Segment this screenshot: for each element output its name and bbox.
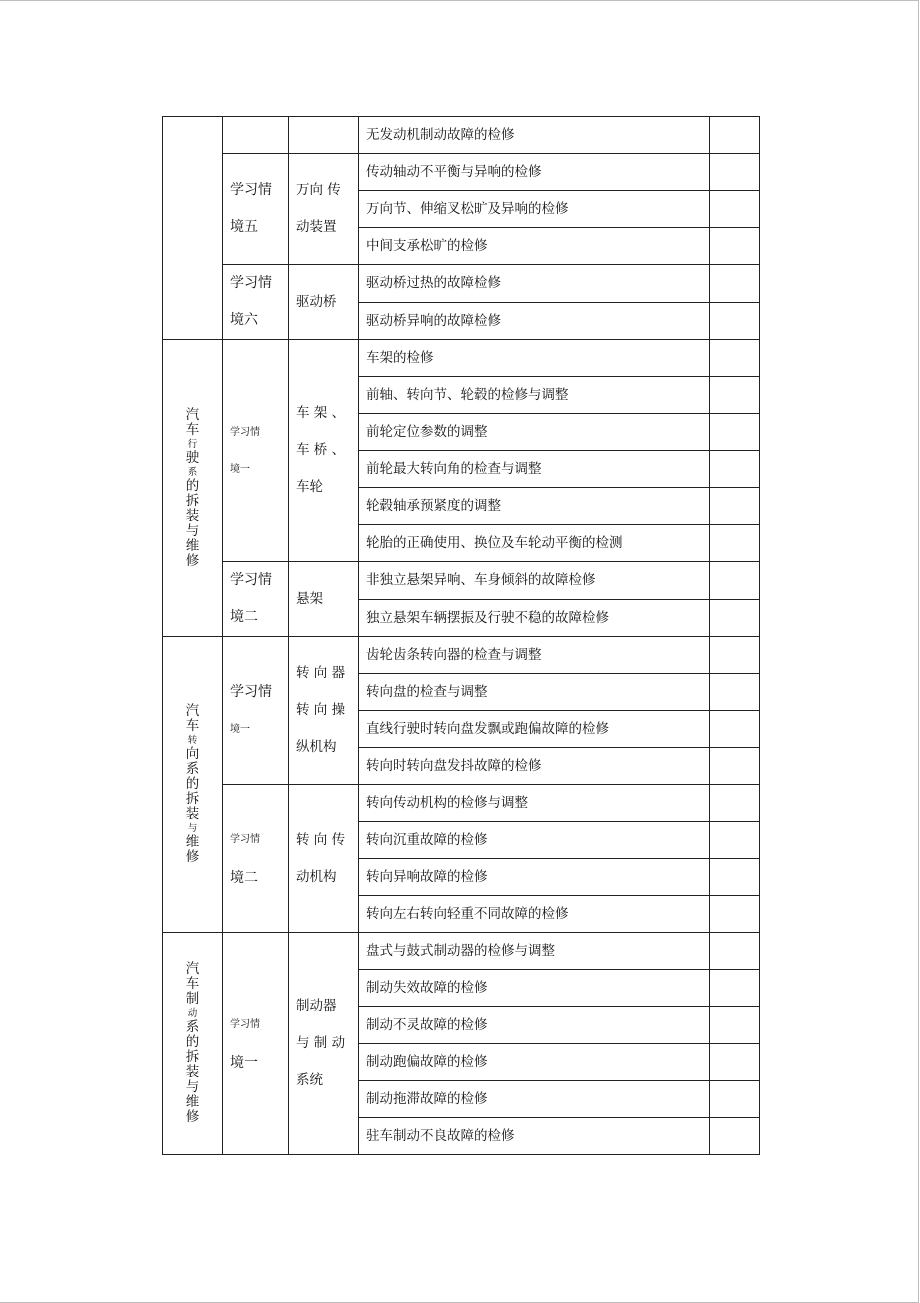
topic-line: 动装置 — [296, 219, 337, 235]
task-cell: 独立悬架车辆摆振及行驶不稳的故障检修 — [359, 599, 710, 637]
task-cell: 无发动机制动故障的检修 — [359, 117, 710, 154]
task-cell: 转向左右转向轻重不同故障的检修 — [359, 896, 710, 933]
task-cell: 驱动桥过热的故障检修 — [359, 265, 710, 303]
module-title-vertical — [186, 704, 200, 865]
blank-cell — [710, 1044, 760, 1081]
table-row — [163, 562, 760, 600]
blank-cell — [710, 896, 760, 933]
task-cell: 制动跑偏故障的检修 — [359, 1044, 710, 1081]
blank-cell — [710, 748, 760, 785]
module-char: 装 — [185, 1064, 200, 1080]
table-row — [163, 637, 760, 674]
task-cell: 齿轮齿条转向器的检查与调整 — [359, 637, 710, 674]
topic-line: 车 桥 、 — [296, 442, 346, 458]
module-char: 驶 — [185, 449, 200, 466]
blank-cell — [710, 562, 760, 600]
blank-cell — [710, 822, 760, 859]
topic-line: 车轮 — [296, 479, 323, 495]
topic-line: 制动器 — [296, 998, 337, 1014]
situation-cell — [223, 154, 289, 265]
blank-cell — [710, 340, 760, 377]
blank-cell — [710, 970, 760, 1007]
topic-cell — [289, 785, 359, 933]
situation-cell — [223, 265, 289, 340]
module-title-vertical — [186, 408, 200, 569]
topic-line: 转 向 传 — [296, 831, 346, 848]
table-row — [163, 340, 760, 377]
topic-line: 系统 — [296, 1072, 323, 1088]
blank-cell — [710, 265, 760, 303]
table-row — [163, 265, 760, 303]
situation-label-line: 学习情 — [230, 275, 272, 291]
blank-cell — [710, 1118, 760, 1155]
topic-cell — [289, 117, 359, 154]
situation-cell — [223, 562, 289, 637]
blank-cell — [710, 117, 760, 154]
task-cell: 制动失效故障的检修 — [359, 970, 710, 1007]
module-char: 装 — [185, 507, 200, 524]
table-row — [163, 117, 760, 154]
task-cell: 转向传动机构的检修与调整 — [359, 785, 710, 822]
situation-label-line: 境一 — [230, 463, 250, 475]
topic-cell — [289, 637, 359, 785]
situation-label-line: 学习情 — [230, 182, 272, 198]
task-cell: 前轮定位参数的调整 — [359, 414, 710, 451]
module-char: 汽 — [185, 961, 200, 977]
module-cell — [163, 933, 223, 1155]
task-cell: 中间支承松旷的检修 — [359, 228, 710, 265]
topic-line: 动机构 — [296, 868, 337, 885]
module-char: 转 — [187, 735, 198, 746]
task-cell: 转向沉重故障的检修 — [359, 822, 710, 859]
situation-label-line: 学习情 — [230, 1018, 260, 1030]
topic-line: 车 架 、 — [296, 405, 346, 421]
situation-label-line: 境六 — [230, 312, 258, 328]
module-title-vertical — [186, 962, 200, 1125]
module-char: 修 — [185, 849, 200, 865]
situation-label-line: 境一 — [230, 723, 250, 735]
task-cell: 直线行驶时转向盘发飘或跑偏故障的检修 — [359, 711, 710, 748]
blank-cell — [710, 859, 760, 896]
situation-cell — [223, 637, 289, 785]
module-char: 的 — [185, 776, 200, 792]
situation-cell — [223, 340, 289, 562]
blank-cell — [710, 451, 760, 488]
blank-cell — [710, 674, 760, 711]
topic-cell — [289, 265, 359, 340]
blank-cell — [710, 785, 760, 822]
blank-cell — [710, 154, 760, 191]
module-char: 维 — [185, 1094, 200, 1110]
task-cell: 转向盘的检查与调整 — [359, 674, 710, 711]
task-cell: 车架的检修 — [359, 340, 710, 377]
module-cell — [163, 637, 223, 933]
task-cell: 非独立悬架异响、车身倾斜的故障检修 — [359, 562, 710, 600]
module-char: 与 — [185, 1079, 200, 1095]
task-cell: 驻车制动不良故障的检修 — [359, 1118, 710, 1155]
task-cell: 前轴、转向节、轮毂的检修与调整 — [359, 377, 710, 414]
situation-cell — [223, 785, 289, 933]
situation-label-line: 境二 — [230, 609, 258, 625]
task-cell: 驱动桥异响的故障检修 — [359, 302, 710, 340]
blank-cell — [710, 933, 760, 970]
module-char: 系 — [185, 761, 200, 777]
situation-label-line: 境五 — [230, 219, 258, 235]
blank-cell — [710, 1007, 760, 1044]
topic-line: 万向 传 — [296, 182, 341, 198]
topic-line: 转 向 操 — [296, 702, 346, 718]
topic-cell — [289, 340, 359, 562]
module-char: 的 — [185, 1034, 200, 1050]
module-char: 向 — [185, 746, 200, 762]
topic-cell — [289, 154, 359, 265]
table-row — [163, 154, 760, 191]
topic-line: 转 向 器 — [296, 665, 346, 681]
blank-cell — [710, 191, 760, 228]
module-char: 拆 — [185, 791, 200, 807]
module-char: 与 — [185, 522, 200, 539]
blank-cell — [710, 1081, 760, 1118]
module-char: 汽 — [185, 406, 200, 423]
module-char: 系 — [187, 466, 198, 478]
task-cell: 轮毂轴承预紧度的调整 — [359, 488, 710, 525]
module-char: 修 — [185, 1109, 200, 1125]
task-cell: 前轮最大转向角的检查与调整 — [359, 451, 710, 488]
task-cell: 转向异响故障的检修 — [359, 859, 710, 896]
blank-cell — [710, 637, 760, 674]
module-char: 拆 — [185, 492, 200, 509]
situation-label-line: 学习情 — [230, 426, 260, 438]
module-char: 行 — [187, 438, 198, 450]
topic-line: 纵机构 — [296, 739, 337, 755]
task-cell: 轮胎的正确使用、换位及车轮动平衡的检测 — [359, 525, 710, 562]
table-row — [163, 785, 760, 822]
situation-cell — [223, 933, 289, 1155]
situation-label-line: 学习情 — [230, 683, 272, 700]
module-char: 动 — [187, 1008, 198, 1019]
task-cell: 万向节、伸缩叉松旷及异响的检修 — [359, 191, 710, 228]
module-char: 车 — [185, 718, 200, 734]
module-char: 车 — [185, 976, 200, 992]
module-cell — [163, 340, 223, 637]
module-char: 装 — [185, 806, 200, 822]
task-cell: 制动拖滞故障的检修 — [359, 1081, 710, 1118]
blank-cell — [710, 488, 760, 525]
situation-label-line: 学习情 — [230, 572, 272, 588]
blank-cell — [710, 599, 760, 637]
module-char: 汽 — [185, 703, 200, 719]
blank-cell — [710, 525, 760, 562]
situation-label-line: 学习情 — [230, 833, 260, 845]
module-char: 维 — [185, 834, 200, 850]
task-cell: 制动不灵故障的检修 — [359, 1007, 710, 1044]
topic-line: 驱动桥 — [296, 294, 337, 310]
module-char: 与 — [187, 823, 198, 834]
module-char: 维 — [185, 537, 200, 554]
situation-label-line: 境一 — [230, 1054, 258, 1071]
topic-line: 与 制 动 — [296, 1035, 346, 1051]
module-char: 修 — [185, 552, 200, 569]
module-char: 的 — [185, 477, 200, 494]
situation-label-line: 境二 — [230, 869, 258, 886]
topic-cell — [289, 562, 359, 637]
module-char: 车 — [185, 421, 200, 438]
blank-cell — [710, 302, 760, 340]
topic-cell — [289, 933, 359, 1155]
topic-line: 悬架 — [296, 591, 323, 607]
table-row — [163, 933, 760, 970]
module-char: 拆 — [185, 1049, 200, 1065]
task-cell: 盘式与鼓式制动器的检修与调整 — [359, 933, 710, 970]
course-table — [162, 116, 760, 1155]
module-char: 系 — [185, 1019, 200, 1035]
blank-cell — [710, 377, 760, 414]
blank-cell — [710, 711, 760, 748]
blank-cell — [710, 228, 760, 265]
blank-cell — [710, 414, 760, 451]
task-cell: 传动轴动不平衡与异响的检修 — [359, 154, 710, 191]
situation-cell — [223, 117, 289, 154]
module-cell — [163, 117, 223, 340]
module-char: 制 — [185, 991, 200, 1007]
task-cell: 转向时转向盘发抖故障的检修 — [359, 748, 710, 785]
